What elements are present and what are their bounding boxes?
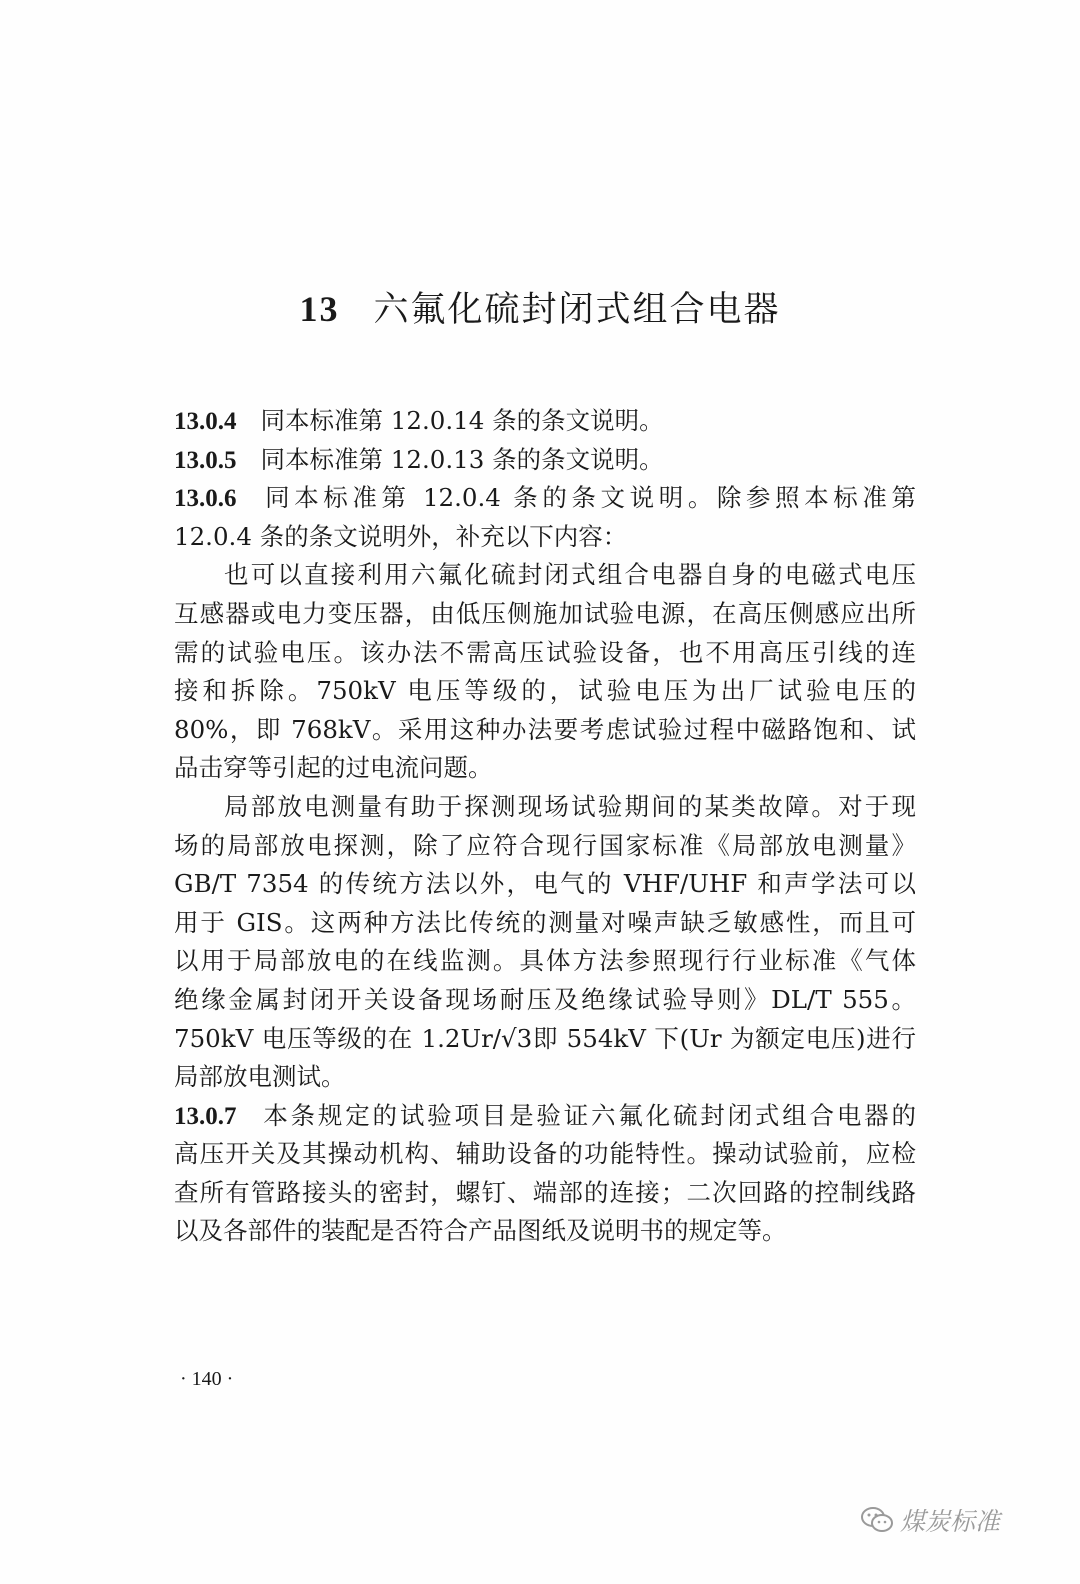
text-line: 局部放电测量有助于探测现场试验期间的某类故障。对于现 (224, 791, 916, 821)
clause-13-0-7 (174, 1097, 916, 1136)
clause-text: 同本标准第 12.0.13 条的条文说明。 (260, 444, 664, 474)
chapter-heading: 六氟化硫封闭式组合电器 (373, 290, 781, 330)
clause-number: 13.0.7 (174, 1102, 237, 1130)
text-line: 以及各部件的装配是否符合产品图纸及说明书的规定等。 (174, 1216, 787, 1246)
chapter-number: 13 (299, 289, 340, 329)
text-line: GB/T 7354 的传统方法以外，电气的 VHF/UHF 和声学法可以 (174, 869, 916, 899)
clause-text: 本条规定的试验项目是验证六氟化硫封闭式组合电器的 (260, 1100, 916, 1130)
clause-text: 同本标准第 12.0.4 条的条文说明。除参照本标准第 (260, 483, 916, 513)
clause-13-0-4 (174, 402, 916, 441)
text-line: 局部放电测试。 (174, 1062, 346, 1092)
text-line: 12.0.4 条的条文说明外，补充以下内容： (174, 521, 628, 551)
clause-13-0-6 (174, 479, 916, 518)
text-line: 高压开关及其操动机构、辅助设备的功能特性。操动试验前，应检 (174, 1139, 916, 1169)
text-line: 80%，即 768kV。采用这种办法要考虑试验过程中磁路饱和、试 (174, 714, 916, 744)
chapter-title (0, 282, 1080, 332)
clause-number: 13.0.6 (174, 485, 237, 513)
text-line: 接和拆除。750kV 电压等级的，试验电压为出厂试验电压的 (174, 676, 916, 706)
wechat-icon (860, 1505, 894, 1535)
clause-number: 13.0.5 (174, 446, 237, 474)
text-line: 750kV 电压等级的在 1.2Ur/√3即 554kV 下(Ur 为额定电压)进行 (174, 1023, 916, 1053)
page-number: · 140 · (180, 1368, 234, 1390)
body-text (174, 402, 916, 1251)
text-line: 绝缘金属封闭开关设备现场耐压及绝缘试验导则》DL/T 555。 (174, 984, 916, 1014)
watermark-text: 煤炭标准 (900, 1507, 1001, 1536)
watermark (860, 1502, 1000, 1538)
clause-number: 13.0.4 (174, 408, 237, 435)
text-line: 以用于局部放电的在线监测。具体方法参照现行行业标准《气体 (174, 946, 916, 976)
text-line: 需的试验电压。该办法不需高压试验设备，也不用高压引线的连 (174, 637, 916, 667)
text-line: 场的局部放电探测，除了应符合现行国家标准《局部放电测量》 (174, 830, 916, 860)
text-line: 品击穿等引起的过电流问题。 (174, 753, 493, 783)
text-line: 用于 GIS。这两种方法比传统的测量对噪声缺乏敏感性，而且可 (174, 907, 916, 937)
text-line: 查所有管路接头的密封，螺钉、端部的连接；二次回路的控制线路 (174, 1177, 916, 1207)
text-line: 互感器或电力变压器，由低压侧施加试验电源，在高压侧感应出所 (174, 598, 916, 628)
clause-13-0-5 (174, 441, 916, 480)
clause-text: 同本标准第 12.0.14 条的条文说明。 (260, 406, 664, 435)
text-line: 也可以直接利用六氟化硫封闭式组合电器自身的电磁式电压 (224, 560, 916, 590)
